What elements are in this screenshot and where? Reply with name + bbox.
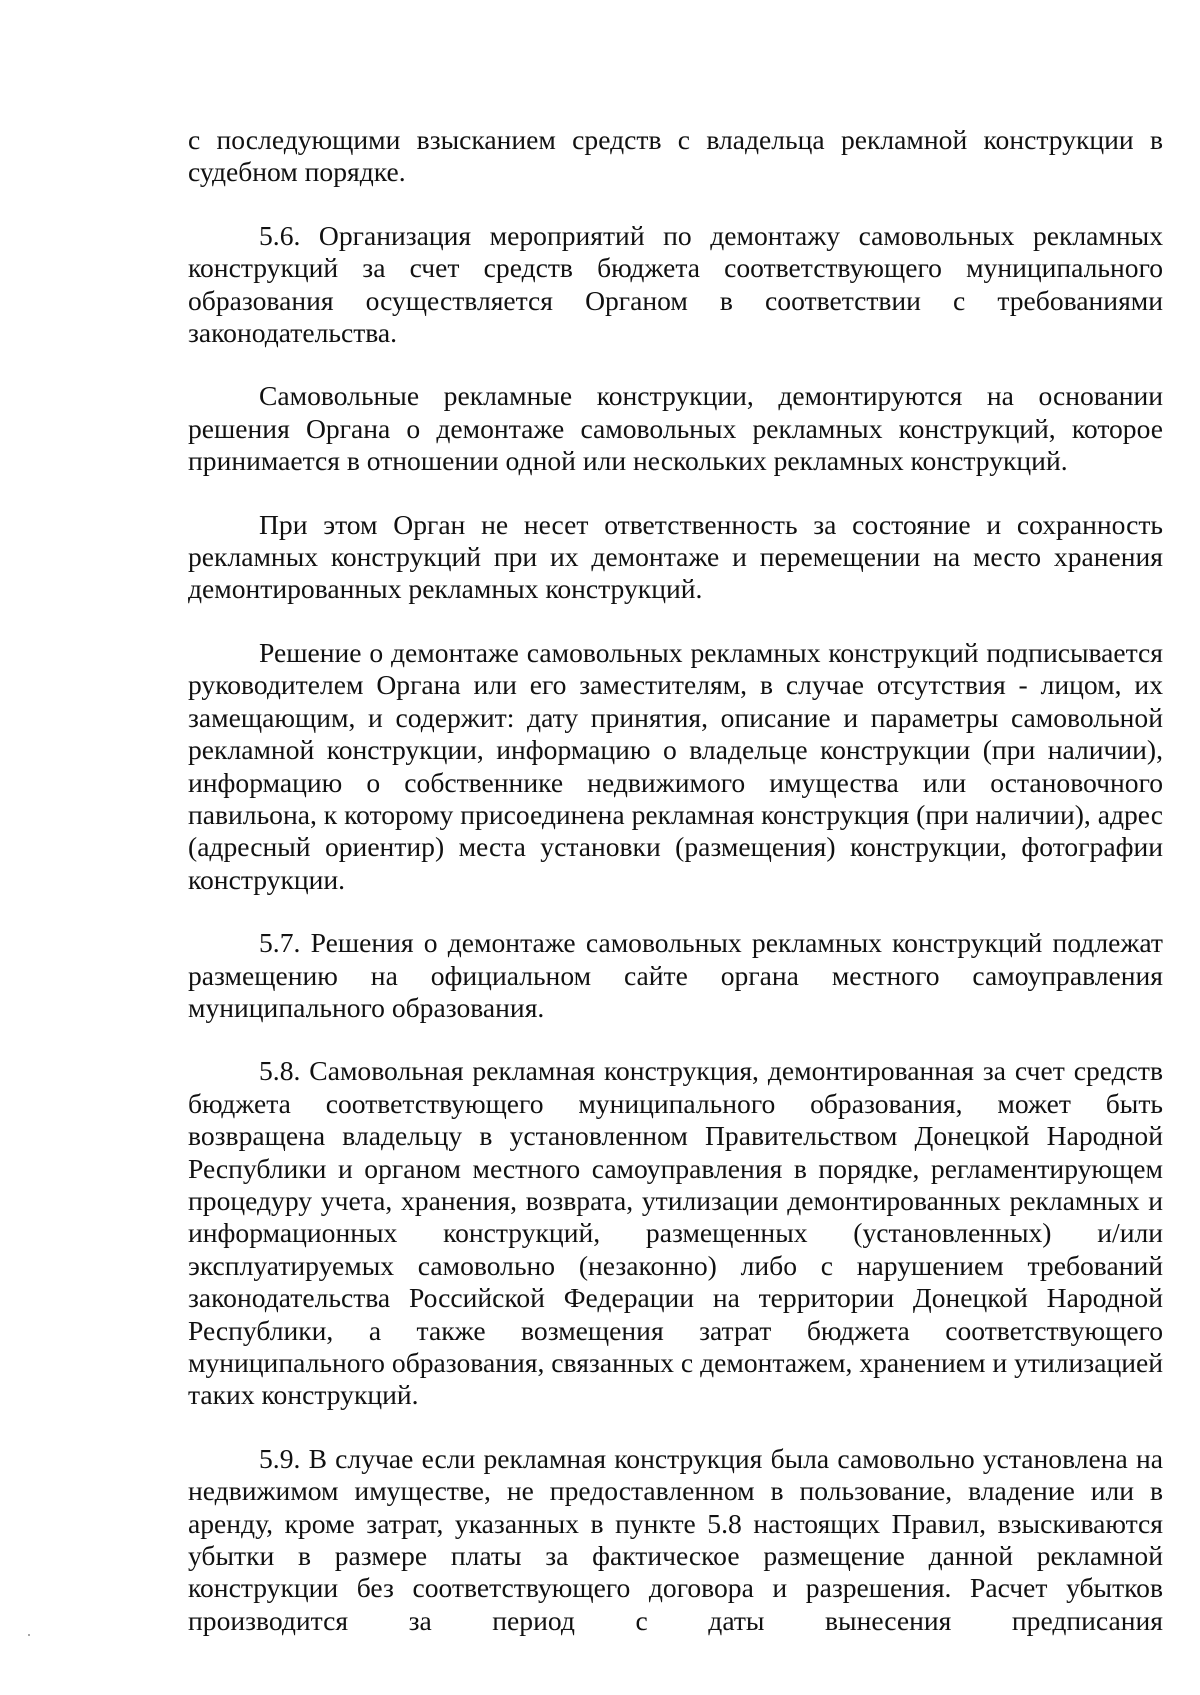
paragraph-5-7: 5.7. Решения о демонтаже самовольных рекламных конструкций подлежат размещению на официальном сайте органа местного самоуправления муниципального образования. [188,927,1163,1023]
paragraph-5-9: 5.9. В случае если рекламная конструкция была самовольно установлена на недвижимом имуществе, не предоставленном в пользование, владение или в аренду, кроме затрат, указанных в пункте 5.8 настоящих Правил, взыскиваются убытки в размере платы за фактическое размещение данной рекламной конструкции без соответствующего договора и разрешения. Расчет убытков производится за период с даты вынесения предписания [188,1442,1163,1636]
paragraph-liability: При этом Орган не несет ответственность за состояние и сохранность рекламных конструкций при их демонтаже и перемещении на место хранения демонтированных рекламных конструкций. [188,508,1163,605]
paragraph-5-6: 5.6. Организация мероприятий по демонтажу самовольных рекламных конструкций за счет средств бюджета соответствующего муниципального образования осуществляется Органом в соответствии с требованиями законодательства. [188,219,1163,349]
paragraph-continuation: с последующими взысканием средств с владельца рекламной конструкции в судебном порядке. [188,124,1163,188]
paragraph-demolition-basis: Самовольные рекламные конструкции, демонтируются на основании решения Органа о демонтаже самовольных рекламных конструкций, которое принимается в отношении одной или нескольких рекламных конструкций. [188,380,1163,477]
paragraph-5-8: 5.8. Самовольная рекламная конструкция, демонтированная за счет средств бюджета соответствующего муниципального образования, может быть возвращена владельцу в установленном Правительством Донецкой Народной Республики и органом местного самоуправления в порядке, регламентирующем процедуру учета, хранения, возврата, утилизации демонтированных рекламных и информационных конструкций, размещенных (установленных) и/или эксплуатируемых самовольно (незаконно) либо с нарушением требований законодательства Российской Федерации на территории Донецкой Народной Республики, а также возмещения затрат бюджета соответствующего муниципального образования, связанных с демонтажем, хранением и утилизацией таких конструкций. [188,1055,1163,1411]
paragraph-decision-content: Решение о демонтаже самовольных рекламных конструкций подписывается руководителем Органа или его заместителям, в случае отсутствия - лицом, их замещающим, и содержит: дату принятия, описание и параметры самовольной рекламной конструкции, информацию о владельце конструкции (при наличии), информацию о собственнике недвижимого имущества или остановочного павильона, к которому присоединена рекламная конструкция (при наличии), адрес (адресный ориентир) места установки (размещения) конструкции, фотографии конструкции. [188,636,1163,895]
scan-speck [28,1634,30,1636]
document-body [188,124,1163,1637]
